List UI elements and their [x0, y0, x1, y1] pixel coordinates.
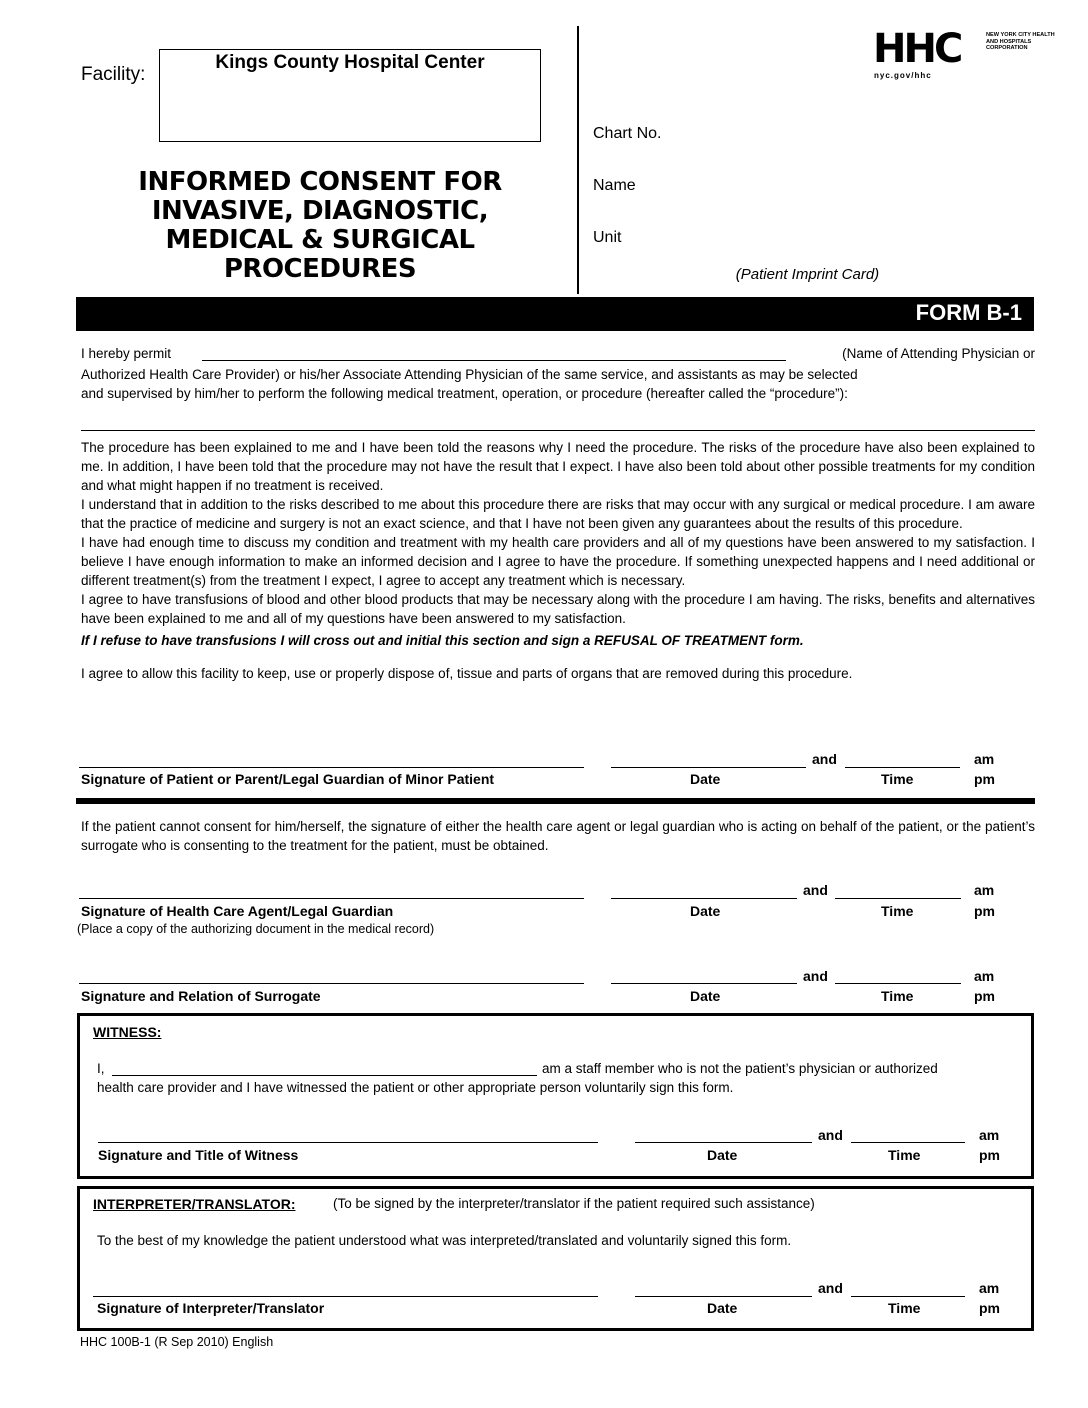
consent-paragraph: I understand that in addition to the risks described to me about this procedure there are risks that may occur with any surgical or medical procedure. I am aware that the practice of medicine and surgery is not an exact science, and that I have not been given any guarantees about the results of this procedure. — [81, 497, 1035, 531]
and-label: and — [803, 968, 828, 984]
witness-line1-rest: am a staff member who is not the patient’s physician or authorized — [542, 1061, 938, 1076]
interpreter-signature-label: Signature of Interpreter/Translator — [97, 1300, 325, 1316]
logo-text: HHC — [873, 26, 961, 72]
date-label: Date — [690, 988, 721, 1004]
pm-label: pm — [974, 771, 995, 787]
interpreter-signature-field[interactable] — [93, 1296, 598, 1297]
surrogate-date-field[interactable] — [611, 983, 797, 984]
permit-lines — [81, 365, 1035, 403]
title-line: INVASIVE, DIAGNOSTIC, — [151, 196, 489, 226]
logo-url: nyc.gov/hhc — [874, 71, 932, 80]
and-label: and — [812, 751, 837, 767]
procedure-field[interactable] — [81, 430, 1035, 431]
consent-body — [81, 438, 1035, 683]
permit-line: and supervised by him/her to perform the following medical treatment, operation, or procedure (hereafter called the “procedure”): — [81, 386, 848, 401]
tissue-paragraph: I agree to allow this facility to keep, use or properly dispose of, tissue and parts of organs that are removed during this procedure. — [81, 666, 853, 681]
permit-rest: (Name of Attending Physician or — [842, 346, 1035, 361]
physician-name-field[interactable] — [202, 360, 786, 361]
am-label: am — [979, 1127, 1000, 1143]
name-label: Name — [593, 177, 636, 194]
form-id-bar — [76, 297, 1034, 331]
time-label: Time — [881, 903, 914, 919]
header-divider — [577, 26, 579, 294]
and-label: and — [803, 882, 828, 898]
date-label: Date — [690, 771, 721, 787]
section-divider — [76, 798, 1035, 804]
am-label: am — [979, 1280, 1000, 1296]
hhc-logo — [873, 26, 1055, 80]
chart-no-label: Chart No. — [593, 125, 662, 142]
date-label: Date — [690, 903, 721, 919]
interpreter-heading-note: (To be signed by the interpreter/translator if the patient required such assistance) — [333, 1196, 815, 1211]
unit-label: Unit — [593, 229, 622, 246]
time-label: Time — [888, 1147, 921, 1163]
form-id: FORM B-1 — [915, 300, 1022, 325]
patient-date-field[interactable] — [611, 767, 806, 768]
time-label: Time — [881, 988, 914, 1004]
agent-note: (Place a copy of the authorizing document in the medical record) — [77, 922, 435, 936]
witness-time-field[interactable] — [851, 1142, 965, 1143]
facility-name: Kings County Hospital Center — [215, 52, 485, 73]
agent-signature-label: Signature of Health Care Agent/Legal Guardian — [81, 903, 394, 919]
witness-i: I, — [97, 1061, 105, 1076]
title-line: MEDICAL & SURGICAL — [165, 225, 475, 255]
patient-signature-label: Signature of Patient or Parent/Legal Guardian of Minor Patient — [81, 771, 495, 787]
form-title — [120, 168, 520, 284]
and-label: and — [818, 1127, 843, 1143]
agent-signature-field[interactable] — [79, 898, 584, 899]
am-label: am — [974, 751, 995, 767]
pm-label: pm — [974, 903, 995, 919]
date-label: Date — [707, 1147, 738, 1163]
surrogate-time-field[interactable] — [835, 983, 961, 984]
interpreter-statement: To the best of my knowledge the patient understood what was interpreted/translated and voluntarily signed this form. — [97, 1233, 792, 1248]
surrogate-signature-field[interactable] — [79, 983, 584, 984]
interpreter-heading: INTERPRETER/TRANSLATOR: — [93, 1196, 296, 1212]
agent-date-field[interactable] — [611, 898, 797, 899]
witness-signature-label: Signature and Title of Witness — [98, 1147, 299, 1163]
patient-signature-field[interactable] — [79, 767, 584, 768]
proxy-note: If the patient cannot consent for him/herself, the signature of either the health care agent or legal guardian who is acting on behalf of the patient, or the patient’s surrogate who is consenting to the treatment for the patient, must be obtained. — [81, 819, 1035, 853]
refusal-notice: If I refuse to have transfusions I will cross out and initial this section and sign a REFUSAL OF TREATMENT form. — [81, 633, 804, 648]
pm-label: pm — [974, 988, 995, 1004]
patient-time-field[interactable] — [845, 767, 960, 768]
witness-name-field[interactable] — [112, 1075, 537, 1076]
title-line: INFORMED CONSENT FOR — [138, 167, 502, 197]
pm-label: pm — [979, 1147, 1000, 1163]
and-label: and — [818, 1280, 843, 1296]
agent-time-field[interactable] — [835, 898, 961, 899]
consent-paragraph: I have had enough time to discuss my condition and treatment with my health care providers and all of my questions have been answered to my satisfaction. I believe I have enough information to make an informed decision and I agree to have the procedure. If something unexpected happens and I need additional or different treatment(s) from the treatment I expect, I agree to accept any treatment which is necessary. — [81, 535, 1035, 588]
interpreter-date-field[interactable] — [635, 1296, 812, 1297]
permit-line: Authorized Health Care Provider) or his/her Associate Attending Physician of the same service, and assistants as may be selected — [81, 367, 858, 382]
consent-paragraph: The procedure has been explained to me and I have been told the reasons why I need the procedure. The risks of the procedure have also been explained to me. In addition, I have been told that the procedure may not have the result that I expect. I have also been told about other possible treatments for my condition and what might happen if no treatment is received. — [81, 440, 1035, 493]
imprint-note: (Patient Imprint Card) — [735, 266, 880, 283]
surrogate-signature-label: Signature and Relation of Surrogate — [81, 988, 321, 1004]
facility-box[interactable] — [159, 49, 541, 142]
date-label: Date — [707, 1300, 738, 1316]
witness-date-field[interactable] — [635, 1142, 812, 1143]
time-label: Time — [881, 771, 914, 787]
am-label: am — [974, 882, 995, 898]
logo-org: NEW YORK CITY HEALTH AND HOSPITALS CORPORATION — [986, 32, 1055, 51]
pm-label: pm — [979, 1300, 1000, 1316]
consent-paragraph: I agree to have transfusions of blood and other blood products that may be necessary along with the procedure I am having. The risks, benefits and alternatives have been explained to me and all of my questions have been answered to my satisfaction. — [81, 592, 1035, 626]
witness-signature-field[interactable] — [98, 1142, 598, 1143]
time-label: Time — [888, 1300, 921, 1316]
am-label: am — [974, 968, 995, 984]
witness-line2: health care provider and I have witnessed the patient or other appropriate person voluntarily sign this form. — [97, 1080, 734, 1095]
witness-heading: WITNESS: — [93, 1024, 162, 1040]
interpreter-time-field[interactable] — [851, 1296, 965, 1297]
facility-label: Facility: — [81, 64, 146, 85]
title-line: PROCEDURES — [223, 254, 417, 284]
permit-start: I hereby permit — [81, 346, 172, 361]
form-footer: HHC 100B-1 (R Sep 2010) English — [80, 1335, 274, 1349]
